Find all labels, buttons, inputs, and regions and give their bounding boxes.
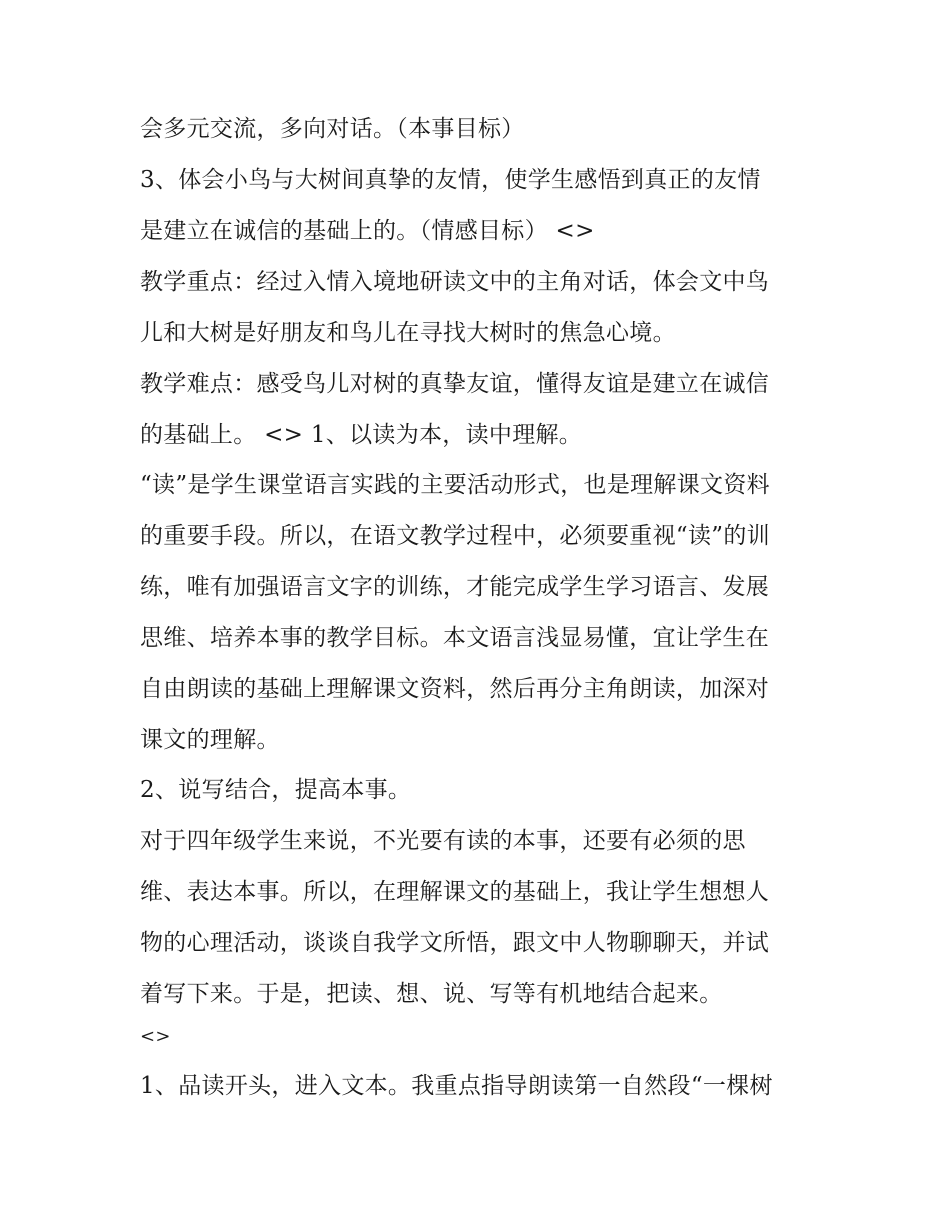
text-line: 练，唯有加强语言文字的训练，才能完成学生学习语言、发展 <box>140 574 770 600</box>
text-line: 教学重点：经过入情入境地研读文中的主角对话，体会文中鸟 <box>140 269 770 295</box>
text-line: 的重要手段。所以，在语文教学过程中，必须要重视“读”的训 <box>140 523 770 549</box>
text-line: 对于四年级学生来说，不光要有读的本事，还要有必须的思 <box>140 828 746 854</box>
text-line: 维、表达本事。所以，在理解课文的基础上，我让学生想想人 <box>140 879 770 905</box>
text-line: 教学难点：感受鸟儿对树的真挚友谊，懂得友谊是建立在诚信 <box>140 371 770 397</box>
text-line: 的基础上。 <> 1、以读为本，读中理解。 <box>140 422 583 448</box>
text-line: 3、体会小鸟与大树间真挚的友情，使学生感悟到真正的友情 <box>140 167 761 193</box>
text-line: 是建立在诚信的基础上的。（情感目标） <> <box>140 218 595 244</box>
text-line: 儿和大树是好朋友和鸟儿在寻找大树时的焦急心境。 <box>140 320 676 346</box>
text-line: 物的心理活动，谈谈自我学文所悟，跟文中人物聊聊天，并试 <box>140 930 770 956</box>
text-line: 自由朗读的基础上理解课文资料，然后再分主角朗读，加深对 <box>140 676 770 702</box>
text-line: 1、品读开头，进入文本。我重点指导朗读第一自然段“一棵树 <box>140 1073 773 1099</box>
text-line: 思维、培养本事的教学目标。本文语言浅显易懂，宜让学生在 <box>140 625 770 651</box>
text-line: 着写下来。于是，把读、想、说、写等有机地结合起来。 <box>140 981 723 1007</box>
text-line: “读”是学生课堂语言实践的主要活动形式，也是理解课文资料 <box>140 472 770 498</box>
text-line: 2、说写结合，提高本事。 <box>140 777 412 803</box>
text-line: 课文的理解。 <box>140 727 280 753</box>
text-line: 会多元交流，多向对话。（本事目标） <box>140 116 525 142</box>
text-line: <> <box>140 1026 171 1047</box>
